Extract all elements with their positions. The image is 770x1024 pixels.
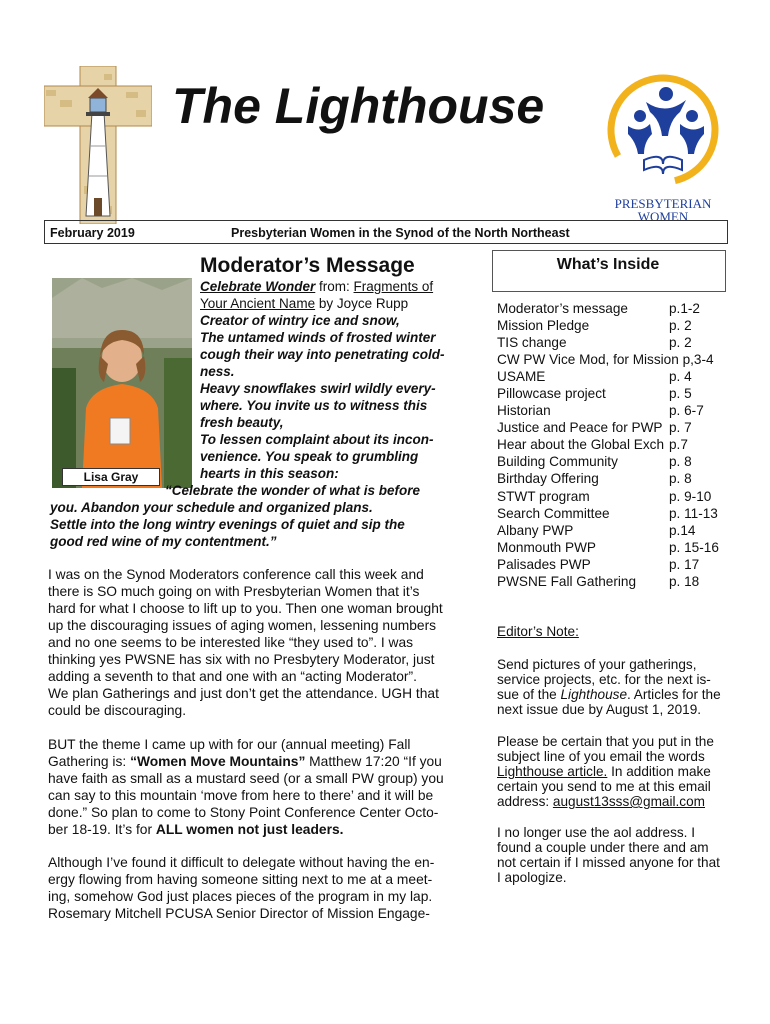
toc-label: CW PW Vice Mod, for Mission p,3-4 [497, 352, 714, 368]
toc-page: p. 17 [669, 556, 700, 572]
poem-line: venience. You speak to grumbling [200, 449, 419, 464]
paragraph-line: could be discouraging. [48, 703, 187, 718]
toc-label: Moderator’s message [497, 301, 628, 316]
toc-item [497, 539, 727, 556]
editor-line: next issue due by August 1, 2019. [497, 702, 702, 717]
paragraph-line: there is SO much going on with Presbyterian Women that it’s [48, 584, 420, 599]
toc-label: Mission Pledge [497, 318, 590, 334]
toc-label: Historian [497, 403, 551, 419]
toc-page: p. 6-7 [669, 403, 704, 419]
editor-line: Please be certain that you put in the [497, 734, 714, 749]
toc-item [497, 334, 727, 351]
toc-item [497, 402, 727, 419]
poem-source: Fragments of [353, 279, 434, 294]
quote-line: “Celebrate the wonder of what is before [165, 483, 421, 498]
text-run: . Articles for the [627, 687, 721, 702]
text-run: sue of the [497, 687, 561, 702]
quote-line: good red wine of my contentment.” [50, 534, 277, 549]
toc-label: TIS change [497, 335, 567, 351]
toc-page: p. 8 [669, 471, 692, 487]
text-run: ber 18-19. It’s for [48, 822, 156, 837]
poem-intro [200, 279, 433, 296]
poem-line: The untamed winds of frosted winter [200, 330, 436, 345]
poem-line: hearts in this season: [200, 466, 339, 481]
paragraph-line: ing, somehow God just places pieces of the program in my lap. [48, 889, 433, 904]
paragraph-line: can say to this mountain ‘move from here to there’ and it will be [48, 788, 434, 803]
whats-inside-title: What’s Inside [556, 256, 660, 273]
toc-item [497, 505, 727, 522]
theme-name: “Women Move Mountains” [130, 754, 306, 769]
toc-item [497, 522, 727, 539]
moderator-photo [52, 278, 192, 488]
toc-page: p. 4 [669, 369, 692, 385]
paragraph-line: ergy flowing from having someone sitting next to me at a meet- [48, 872, 433, 887]
toc-label: PWSNE Fall Gathering [497, 573, 637, 589]
poem-source-cont: Your Ancient Name [200, 296, 316, 311]
poem-author: by Joyce Rupp [315, 296, 409, 311]
editor-line: I apologize. [497, 870, 567, 885]
toc-page: p. 9-10 [669, 488, 712, 504]
toc-page: p. 11-13 [669, 505, 718, 521]
toc-item [497, 556, 727, 573]
toc-label: STWT program [497, 488, 590, 504]
editor-line [497, 764, 727, 779]
paragraph-line [48, 754, 484, 771]
newsletter-title: The Lighthouse [172, 78, 545, 134]
logo-text-women: WOMEN [637, 209, 689, 224]
toc-item [497, 573, 727, 590]
toc-item [497, 453, 727, 470]
toc-page: p. 2 [669, 318, 692, 334]
paragraph-line: BUT the theme I came up with for our (annual meeting) Fall [48, 737, 411, 752]
table-of-contents [497, 300, 727, 590]
toc-label: Hear about the Global Exch [497, 437, 665, 453]
toc-item [497, 488, 727, 505]
editor-line [497, 687, 727, 702]
paragraph-line: adding a seventh to that and one with an “acting Moderator”. [48, 669, 417, 684]
toc-label: Search Committee [497, 505, 610, 521]
toc-page: p. 15-16 [669, 539, 719, 555]
editor-line: certain you send to me at this email [497, 779, 711, 794]
toc-label: USAME [497, 369, 546, 385]
moderator-heading: Moderator’s Message [200, 254, 415, 277]
toc-label: Building Community [497, 454, 618, 470]
text-run: Gathering is: [48, 754, 131, 769]
text-run: address: [497, 794, 553, 809]
editor-line [497, 794, 727, 809]
emphasis: ALL women not just leaders. [155, 822, 344, 837]
toc-page: p. 7 [669, 420, 692, 436]
toc-label: Albany PWP [497, 522, 574, 538]
newsletter-subtitle: Presbyterian Women in the Synod of the North Northeast [231, 226, 570, 240]
toc-label: Monmouth PWP [497, 539, 596, 555]
poem-intro-line2 [200, 296, 408, 313]
poem-line: To lessen complaint about its incon- [200, 432, 434, 447]
editor-note-heading: Editor’s Note: [497, 624, 579, 639]
paragraph-line: We plan Gatherings and just don’t get the attendance. UGH that [48, 686, 439, 701]
toc-page: p.7 [669, 437, 688, 453]
quote-line: you. Abandon your schedule and organized plans. [50, 500, 373, 515]
toc-item [497, 385, 727, 402]
newsletter-name: Lighthouse [560, 687, 627, 702]
toc-page: p. 18 [669, 573, 700, 589]
toc-label: Palisades PWP [497, 556, 591, 572]
toc-item [497, 368, 727, 385]
toc-label: Pillowcase project [497, 386, 606, 402]
paragraph-line: thinking yes PWSNE has six with no Presbytery Moderator, just [48, 652, 435, 667]
editor-line: service projects, etc. for the next is- [497, 672, 711, 687]
paragraph-line: I was on the Synod Moderators conference call this week and [48, 567, 424, 582]
poem-line: fresh beauty, [200, 415, 284, 430]
paragraph-line: have faith as small as a mustard seed (or a small PW group) you [48, 771, 444, 786]
quote-line: Settle into the long wintry evenings of quiet and sip the [50, 517, 405, 532]
editor-line: subject line of you email the words [497, 749, 705, 764]
presbyterian-women-logo [600, 64, 726, 226]
toc-item [497, 419, 727, 436]
toc-page: p. 8 [669, 454, 692, 470]
poem-line: Creator of wintry ice and snow, [200, 313, 400, 328]
paragraph-line: hard for what I choose to lift up to you. Then one woman brought [48, 601, 443, 616]
editor-line: not certain if I missed anyone for that [497, 855, 720, 870]
toc-page: p.1-2 [669, 301, 700, 316]
photo-caption: Lisa Gray [62, 468, 160, 486]
paragraph-line: and no one seems to be interested like “they used to”. I was [48, 635, 414, 650]
toc-label: Justice and Peace for PWP [497, 420, 663, 436]
toc-item [497, 436, 727, 453]
text-run: Matthew 17:20 “If you [305, 754, 442, 769]
lighthouse-cross-logo [44, 66, 152, 224]
toc-label: Birthday Offering [497, 471, 599, 487]
text-run: In addition make [607, 764, 711, 779]
logo-text-presbyterian: PRESBYTERIAN [614, 196, 712, 211]
poem-line: Heavy snowflakes swirl wildly every- [200, 381, 436, 396]
toc-item [497, 351, 727, 368]
editor-line: found a couple under there and am [497, 840, 709, 855]
poem-from: from: [315, 279, 354, 294]
toc-page: p. 2 [669, 335, 692, 351]
paragraph-line: done.” So plan to come to Stony Point Conference Center Octo- [48, 805, 439, 820]
toc-page: p. 5 [669, 386, 692, 402]
editor-line: Send pictures of your gatherings, [497, 657, 697, 672]
paragraph-line: Rosemary Mitchell PCUSA Senior Director of Mission Engage- [48, 906, 430, 921]
paragraph-line: up the discouraging issues of aging women, lessening numbers [48, 618, 437, 633]
poem-line: cough their way into penetrating cold- [200, 347, 445, 362]
editor-line: I no longer use the aol address. I [497, 825, 695, 840]
toc-item [497, 470, 727, 487]
issue-date: February 2019 [50, 226, 135, 240]
toc-page: p.14 [669, 522, 696, 538]
poem-title: Celebrate Wonder [200, 279, 316, 294]
editor-email-link[interactable]: august13sss@gmail.com [552, 794, 705, 809]
paragraph-line [48, 822, 484, 839]
paragraph-line: Although I’ve found it difficult to delegate without having the en- [48, 855, 435, 870]
toc-item [497, 317, 727, 334]
toc-item [497, 300, 727, 317]
subject-line-words: Lighthouse article. [497, 764, 608, 779]
poem-line: ness. [200, 364, 235, 379]
poem-line: where. You invite us to witness this [200, 398, 428, 413]
